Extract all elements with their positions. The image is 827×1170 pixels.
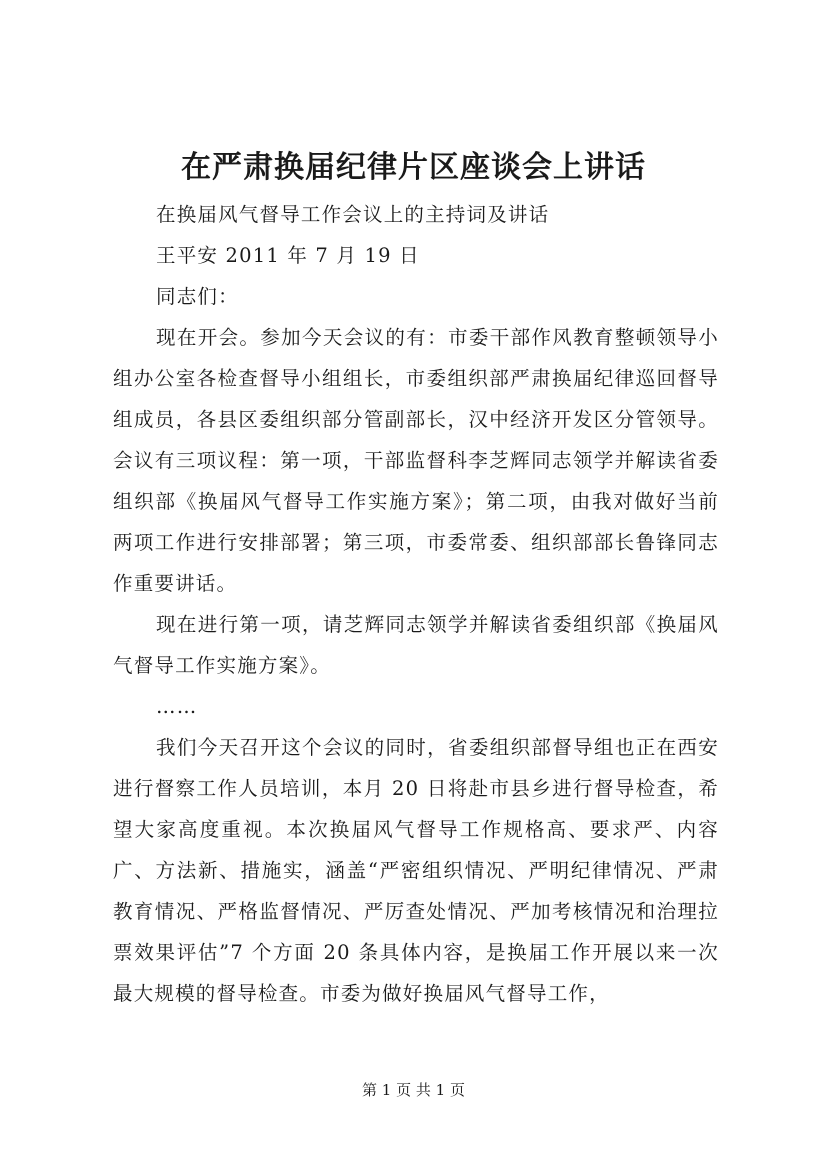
paragraph-supervision: 我们今天召开这个会议的同时，省委组织部督导组也正在西安进行督察工作人员培训，本月 20 日将赴市县乡进行督导检查，希望大家高度重视。本次换届风气督导工作规格高、要求严、内容广、方法新、措施实，涵盖“严密组织情况、严明纪律情况、严肃教育情况、严格监督情况、严厉查处情况、严加考核情况和治理拉票效果评估”7 个方面 20 条具体内容，是换届工作开展以来一次最大规模的督导检查。市委为做好换届风气督导工作，: [113, 736, 719, 1005]
page-footer: 第 1 页 共 1 页: [362, 1081, 465, 1099]
ellipsis-line: ……: [156, 695, 198, 718]
subtitle-line: 在换届风气督导工作会议上的主持词及讲话: [156, 203, 550, 226]
document-body: [113, 194, 719, 1055]
paragraph-opening: 现在开会。参加今天会议的有：市委干部作风教育整顿领导小组办公室各检查督导小组组长，市委组织部严肃换届纪律巡回督导组成员，各县区委组织部分管副部长，汉中经济开发区分管领导。会议有三项议程：第一项，干部监督科李芝辉同志领学并解读省委组织部《换届风气督导工作实施方案》；第二项，由我对做好当前两项工作进行安排部署；第三项，市委常委、组织部部长鲁锋同志作重要讲话。: [113, 326, 719, 595]
author-date-line: 王平安 2011 年 7 月 19 日: [156, 244, 420, 267]
paragraph-first-item: 现在进行第一项，请芝辉同志领学并解读省委组织部《换届风气督导工作实施方案》。: [113, 613, 719, 677]
salutation-line: 同志们：: [156, 285, 239, 308]
document-title: 在严肃换届纪律片区座谈会上讲话: [181, 150, 646, 185]
